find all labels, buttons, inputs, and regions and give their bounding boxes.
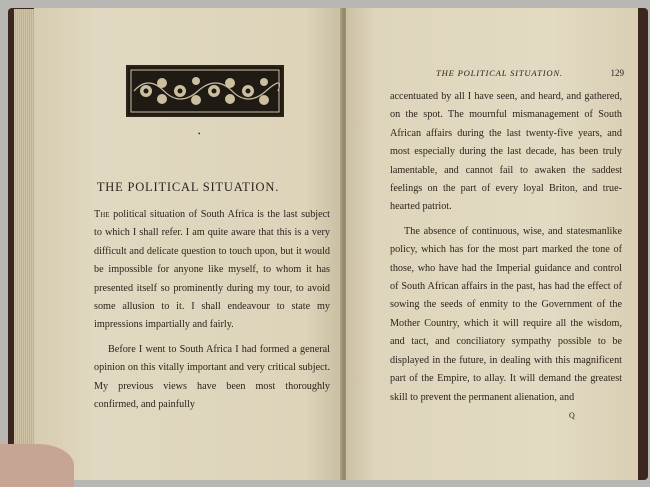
page-edges xyxy=(14,9,36,473)
left-page xyxy=(34,8,342,480)
paragraph xyxy=(94,206,330,335)
right-page xyxy=(346,8,638,480)
right-page-body xyxy=(390,88,622,413)
running-head: THE POLITICAL SITUATION. xyxy=(436,68,563,78)
paragraph-text: political situation of South Africa is the last subject to which I shall refer. I am quite aware that this is a very difficult and delicate question to touch upon, but it would be impossible for anyone like myself, to whom it has presented itself so prominently during my tour, to avoid some allusion to it. I shall endeavour to state my impressions impartially and fairly. xyxy=(94,209,330,331)
vine-ornament-icon xyxy=(128,67,282,115)
ornament-marker: • xyxy=(198,130,201,138)
paragraph: The absence of continuous, wise, and statesmanlike policy, which has for the most part marked the tone of those, who have had the Imperial guidance and control of South African affairs in the past, has had the effect of sowing the seeds of enmity to the Government of the Mother Country, which it will require all the wisdom, and tact, and conciliatory sympathy possible to be displayed in the future, in dealing with this magnificent part of the Empire, to allay. It will demand the greatest skill to prevent the permanent alienation, and xyxy=(390,225,622,403)
headpiece-ornament xyxy=(126,65,284,117)
signature-mark: Q xyxy=(569,411,575,420)
holding-thumb xyxy=(0,444,74,487)
drop-word: The xyxy=(94,209,110,220)
left-page-body xyxy=(94,206,330,420)
chapter-title: THE POLITICAL SITUATION. xyxy=(96,180,280,194)
paragraph xyxy=(94,341,330,415)
page-number: 129 xyxy=(610,68,624,78)
paragraph-text: Before I went to South Africa I had formed a general opinion on this vitally important and very critical subject. My previous views have been most thoroughly confirmed, and painfully xyxy=(94,343,330,411)
paragraph: accentuated by all I have seen, and heard, and gathered, on the spot. The mournful mismanagement of South African affairs during the last twenty-five years, and most especially during the last decade, has been truly lamentable, and cannot fail to awaken the saddest feelings on the part of every loyal Briton, and true-hearted patriot. xyxy=(390,91,622,213)
